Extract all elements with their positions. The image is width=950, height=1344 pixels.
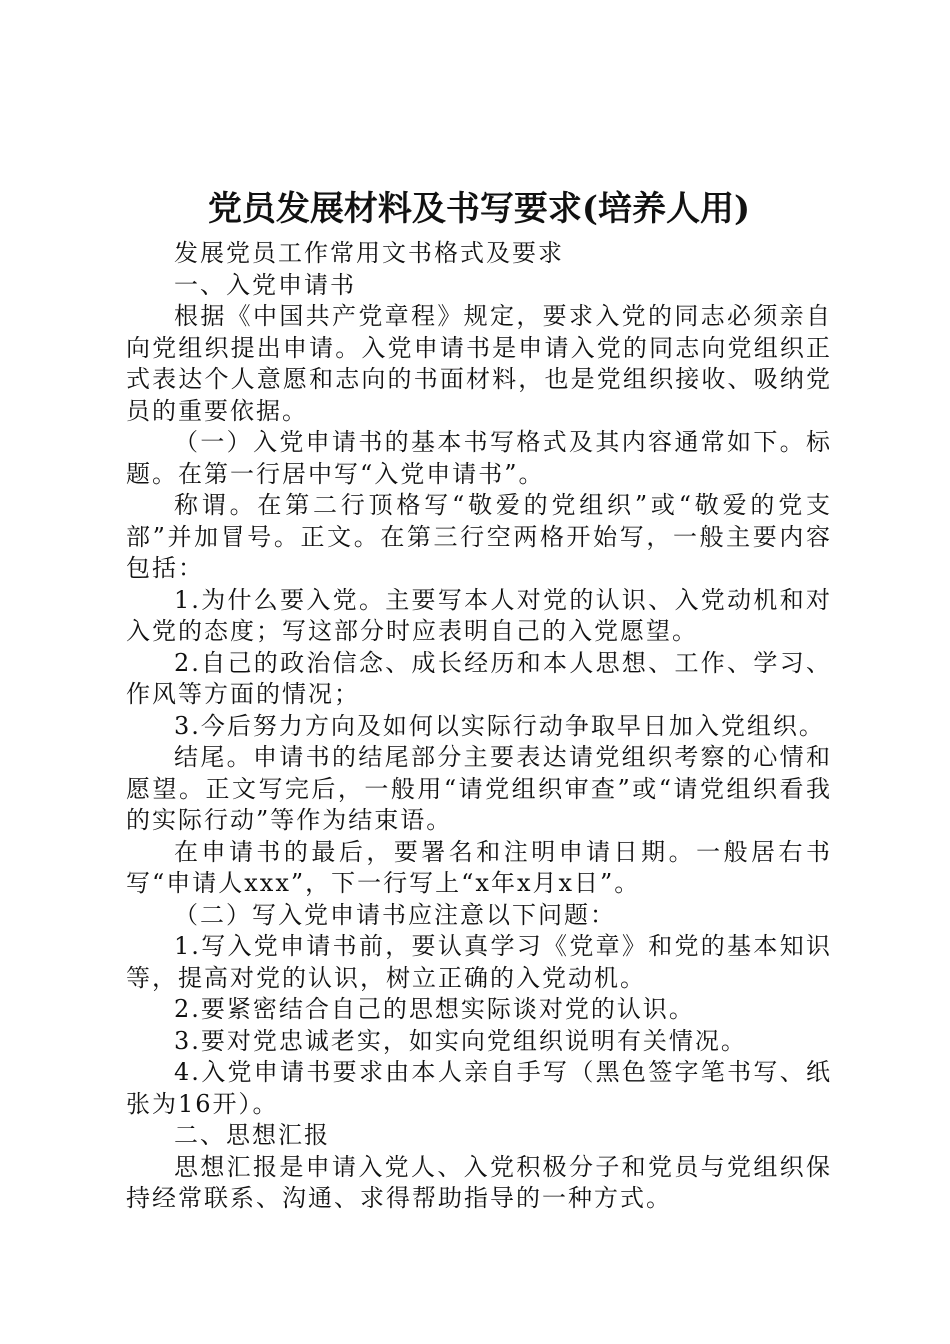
document-title: 党员发展材料及书写要求(培养人用) (207, 189, 751, 229)
list-item: 3.今后努力方向及如何以实际行动争取早日加入党组织。 (174, 711, 825, 740)
list-item: 2.要紧密结合自己的思想实际谈对党的认识。 (174, 995, 695, 1023)
section-heading-application: 一、入党申请书 (174, 270, 356, 299)
list-item: 1.为什么要入党。主要写本人对党的认识、入党动机和对入党的态度；写这部分时应表明自己的入党愿望。 (126, 585, 832, 645)
paragraph: 在申请书的最后，要署名和注明申请日期。一般居右书写“申请人xxx”，下一行写上“x年x月x日”。 (126, 837, 832, 897)
document-page (126, 186, 832, 1215)
paragraph: 称谓。在第二行顶格写“敬爱的党组织”或“敬爱的党支部”并加冒号。正文。在第三行空两格开始写，一般主要内容包括： (126, 491, 832, 582)
list-item: 4.入党申请书要求由本人亲自手写（黑色签字笔书写、纸张为16开）。 (126, 1058, 832, 1118)
section-heading-report: 二、思想汇报 (174, 1121, 330, 1149)
subsection-heading: （二）写入党申请书应注意以下问题： (174, 900, 616, 929)
paragraph: （一）入党申请书的基本书写格式及其内容通常如下。标题。在第一行居中写“入党申请书”。 (126, 428, 832, 488)
list-item: 2.自己的政治信念、成长经历和本人思想、工作、学习、作风等方面的情况； (126, 648, 832, 708)
paragraph: 思想汇报是申请入党人、入党积极分子和党员与党组织保持经常联系、沟通、求得帮助指导的一种方式。 (126, 1152, 832, 1212)
list-item: 1.写入党申请书前，要认真学习《党章》和党的基本知识等，提高对党的认识，树立正确的入党动机。 (126, 932, 832, 992)
paragraph-subtitle: 发展党员工作常用文书格式及要求 (174, 239, 564, 267)
paragraph: 结尾。申请书的结尾部分主要表达请党组织考察的心情和愿望。正文写完后，一般用“请党组织审查”或“请党组织看我的实际行动”等作为结束语。 (126, 743, 832, 834)
paragraph: 根据《中国共产党章程》规定，要求入党的同志必须亲自向党组织提出申请。入党申请书是申请入党的同志向党组织正式表达个人意愿和志向的书面材料，也是党组织接收、吸纳党员的重要依据。 (126, 302, 832, 425)
list-item: 3.要对党忠诚老实，如实向党组织说明有关情况。 (174, 1026, 747, 1055)
